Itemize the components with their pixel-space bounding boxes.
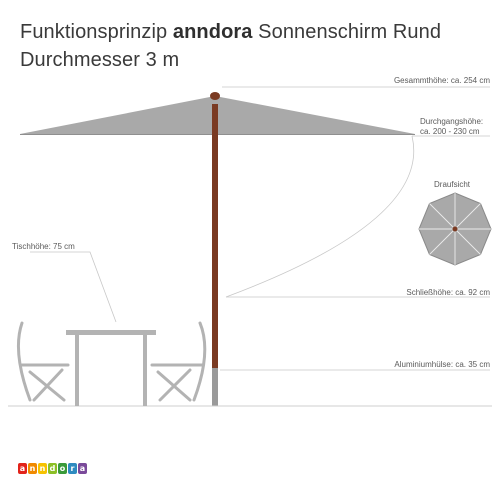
table-leg-right bbox=[143, 335, 147, 406]
logo-letter: a bbox=[79, 464, 86, 473]
table-leg-left bbox=[75, 335, 79, 406]
table bbox=[66, 330, 156, 406]
chair-right bbox=[152, 323, 205, 400]
label-gesamthoehe: Gesammthöhe: ca. 254 cm bbox=[393, 76, 490, 85]
label-draufsicht: Draufsicht bbox=[434, 180, 471, 189]
title-suffix: Sonnenschirm Rund bbox=[252, 21, 442, 43]
chair-left bbox=[18, 323, 68, 400]
pole bbox=[212, 104, 218, 368]
anndora-logo bbox=[18, 463, 87, 474]
label-durchgang: Durchgangshöhe: bbox=[420, 117, 484, 126]
logo-letter: n bbox=[39, 464, 46, 473]
aluminium-sleeve bbox=[212, 368, 218, 406]
top-view bbox=[419, 193, 491, 265]
chair-left-back bbox=[18, 323, 30, 400]
logo-letter: a bbox=[19, 464, 26, 473]
label-durchgang-value: ca. 200 - 230 cm bbox=[420, 127, 480, 136]
title-line-2: Durchmesser 3 m bbox=[20, 49, 180, 71]
closing-arc bbox=[226, 136, 414, 297]
title-brand: anndora bbox=[172, 21, 253, 43]
logo-letter: r bbox=[68, 463, 77, 474]
logo-letter: o bbox=[59, 464, 66, 473]
title-prefix: Funktionsprinzip bbox=[20, 21, 173, 43]
leader-tischhoehe bbox=[30, 252, 116, 322]
label-aluminiumhuelse: Aluminiumhülse: ca. 35 cm bbox=[394, 360, 490, 369]
label-schliesshoehe: Schließhöhe: ca. 92 cm bbox=[406, 288, 490, 297]
top-view-center bbox=[453, 227, 458, 232]
finial bbox=[210, 92, 220, 100]
logo-letter: n bbox=[29, 464, 36, 473]
table-top bbox=[66, 330, 156, 335]
label-tischhoehe: Tischhöhe: 75 cm bbox=[12, 242, 75, 251]
chair-right-back bbox=[194, 323, 205, 400]
logo-letter: d bbox=[49, 464, 56, 473]
